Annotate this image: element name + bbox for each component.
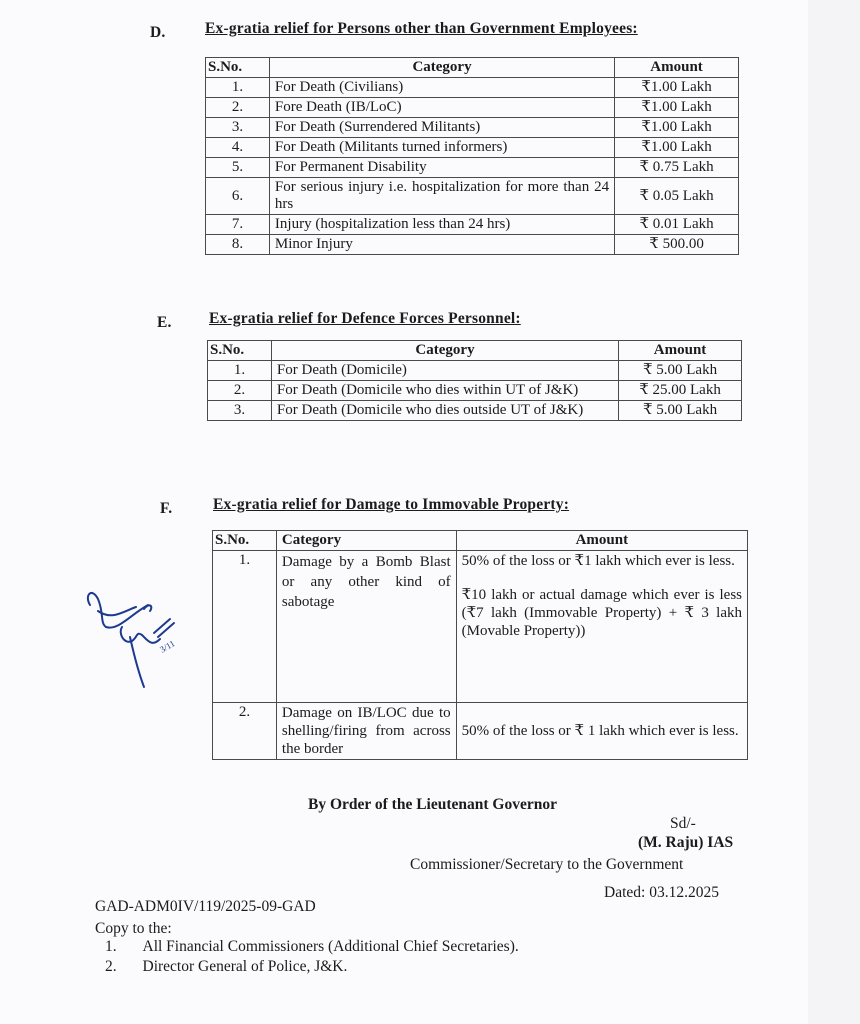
cell-amount <box>456 551 747 703</box>
dated-line: Dated: 03.12.2025 <box>604 884 719 901</box>
cell-sno: 4. <box>206 138 270 158</box>
table-row <box>206 215 739 235</box>
cell-sno: 2. <box>213 703 277 760</box>
cell-category: Damage on IB/LOC due to shelling/firing from across the border <box>276 703 456 760</box>
header-sno: S.No. <box>208 341 272 361</box>
header-amount: Amount <box>615 58 739 78</box>
cell-sno: 6. <box>206 178 270 215</box>
cell-category: For Death (Domicile who dies within UT of J&K) <box>271 381 618 401</box>
section-e-title: Ex-gratia relief for Defence Forces Personnel: <box>209 310 521 327</box>
handwritten-signature <box>78 575 208 695</box>
cell-amount: ₹1.00 Lakh <box>615 98 739 118</box>
cell-sno: 2. <box>206 98 270 118</box>
cell-category: For Death (Civilians) <box>269 78 614 98</box>
cell-amount: ₹ 0.01 Lakh <box>615 215 739 235</box>
header-amount: Amount <box>619 341 742 361</box>
cell-sno: 1. <box>208 361 272 381</box>
cell-category: Fore Death (IB/LoC) <box>269 98 614 118</box>
table-row <box>206 98 739 118</box>
cell-amount: ₹1.00 Lakh <box>615 138 739 158</box>
copy-item-text: All Financial Commissioners (Additional Chief Secretaries). <box>142 938 519 955</box>
table-row <box>206 78 739 98</box>
cell-category: For Death (Militants turned informers) <box>269 138 614 158</box>
header-sno: S.No. <box>213 531 277 551</box>
table-row <box>213 703 748 760</box>
signatory-designation: Commissioner/Secretary to the Government <box>410 856 684 873</box>
header-category: Category <box>276 531 456 551</box>
cell-category: Damage by a Bomb Blast or any other kind of sabotage <box>276 551 456 703</box>
cell-category: For Permanent Disability <box>269 158 614 178</box>
header-amount: Amount <box>456 531 747 551</box>
cell-amount: ₹ 0.75 Lakh <box>615 158 739 178</box>
table-row <box>206 118 739 138</box>
table-row <box>208 381 742 401</box>
signatory-name: (M. Raju) IAS <box>638 834 734 851</box>
table-row <box>206 178 739 215</box>
copy-item-1 <box>105 938 519 956</box>
table-row <box>206 138 739 158</box>
cell-sno: 1. <box>206 78 270 98</box>
cell-amount: ₹ 5.00 Lakh <box>619 401 742 421</box>
section-d-letter: D. <box>150 24 166 41</box>
order-line: By Order of the Lieutenant Governor <box>308 796 557 813</box>
copy-item-text: Director General of Police, J&K. <box>142 958 348 975</box>
table-row <box>206 235 739 255</box>
cell-sno: 8. <box>206 235 270 255</box>
section-e-letter: E. <box>157 314 172 331</box>
cell-amount: 50% of the loss or ₹ 1 lakh which ever is less. <box>456 703 747 760</box>
cell-sno: 3. <box>206 118 270 138</box>
sd-mark: Sd/- <box>670 815 696 832</box>
copy-to-label: Copy to the: <box>95 920 172 937</box>
copy-item-number: 1. <box>105 938 117 955</box>
cell-amount: ₹1.00 Lakh <box>615 78 739 98</box>
table-row <box>208 401 742 421</box>
header-sno: S.No. <box>206 58 270 78</box>
table-row <box>208 361 742 381</box>
signature-date: 3/11 <box>158 638 177 655</box>
cell-category: Minor Injury <box>269 235 614 255</box>
cell-amount: ₹ 5.00 Lakh <box>619 361 742 381</box>
table-section-f <box>212 530 748 760</box>
cell-amount: ₹1.00 Lakh <box>615 118 739 138</box>
cell-sno: 5. <box>206 158 270 178</box>
section-f-letter: F. <box>160 500 173 517</box>
table-row <box>206 158 739 178</box>
table-header-row <box>206 58 739 78</box>
table-header-row <box>208 341 742 361</box>
table-section-d <box>205 57 739 255</box>
table-row <box>213 551 748 703</box>
copy-item-number: 2. <box>105 958 117 975</box>
cell-sno: 2. <box>208 381 272 401</box>
cell-category: For Death (Domicile) <box>271 361 618 381</box>
cell-category: Injury (hospitalization less than 24 hrs) <box>269 215 614 235</box>
amount-clause-2: ₹10 lakh or actual damage which ever is less (₹7 lakh (Immovable Property) + ₹ 3 lakh (Movable Property)) <box>461 587 742 639</box>
copy-item-2 <box>105 958 347 976</box>
reference-number: GAD-ADM0IV/119/2025-09-GAD <box>95 898 316 915</box>
cell-amount: ₹ 0.05 Lakh <box>615 178 739 215</box>
header-category: Category <box>271 341 618 361</box>
cell-amount: ₹ 25.00 Lakh <box>619 381 742 401</box>
cell-sno: 1. <box>213 551 277 703</box>
cell-category: For serious injury i.e. hospitalization for more than 24 hrs <box>269 178 614 215</box>
section-f-title: Ex-gratia relief for Damage to Immovable Property: <box>213 496 570 513</box>
table-section-e <box>207 340 742 421</box>
table-header-row <box>213 531 748 551</box>
cell-category: For Death (Domicile who dies outside UT of J&K) <box>271 401 618 421</box>
cell-sno: 7. <box>206 215 270 235</box>
cell-amount: ₹ 500.00 <box>615 235 739 255</box>
page-margin <box>808 0 860 1024</box>
cell-category: For Death (Surrendered Militants) <box>269 118 614 138</box>
header-category: Category <box>269 58 614 78</box>
cell-sno: 3. <box>208 401 272 421</box>
section-d-title: Ex-gratia relief for Persons other than Government Employees: <box>205 20 638 37</box>
amount-clause-1: 50% of the loss or ₹1 lakh which ever is less. <box>461 553 735 569</box>
